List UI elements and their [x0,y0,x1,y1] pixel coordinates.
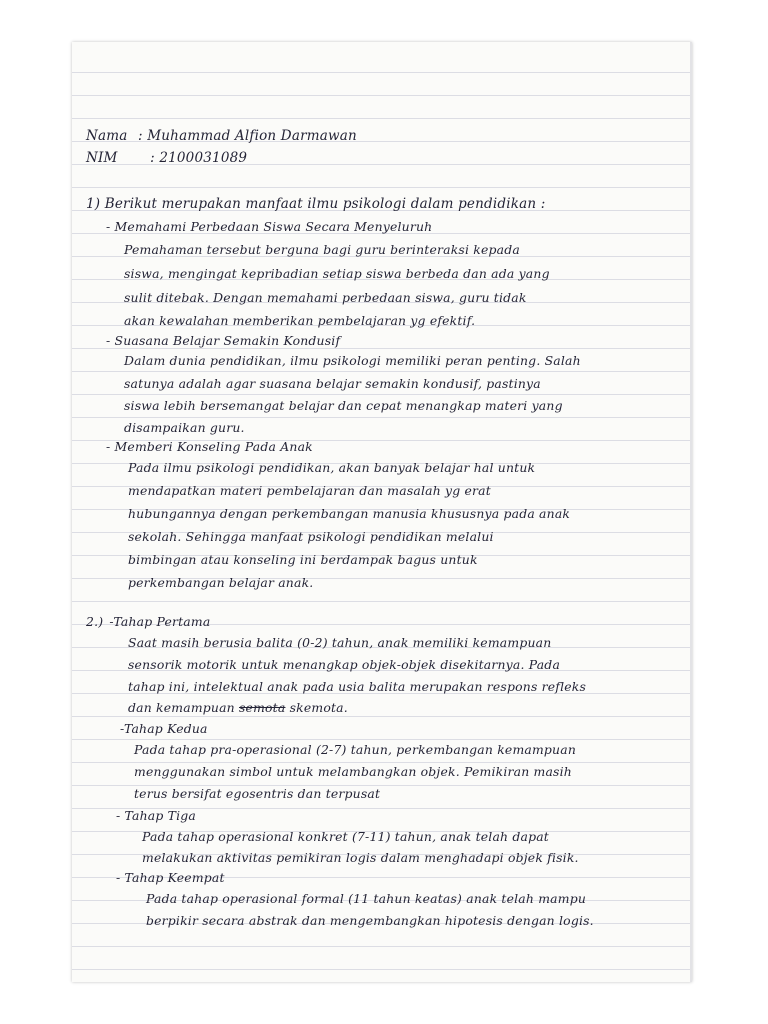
point-3-line: sekolah. Sehingga manfaat psikologi pendidikan melalui [128,529,494,544]
stage-4-line: Pada tahap operasional formal (11 tahun keatas) anak telah mampu [146,891,587,906]
point-1-line: sulit ditebak. Dengan memahami perbedaan siswa, guru tidak [124,290,527,305]
point-2-line: siswa lebih bersemangat belajar dan cepat menangkap materi yang [124,398,563,413]
struck-word: semota [238,700,286,715]
stage-2-line: menggunakan simbol untuk melambangkan objek. Pemikiran masih [134,764,572,779]
question-2-number: 2.) [86,614,104,629]
point-1-line: Pemahaman tersebut berguna bagi guru berinteraksi kepada [124,242,520,257]
stage-4-line: berpikir secara abstrak dan mengembangkan hipotesis dengan logis. [146,913,594,928]
nim-line [86,150,704,166]
point-3-line: mendapatkan materi pembelajaran dan masalah yg erat [128,483,491,498]
point-3-heading: - Memberi Konseling Pada Anak [106,439,313,454]
point-1-line: akan kewalahan memberikan pembelajaran yg efektif. [124,313,476,328]
point-1-line: siswa, mengingat kepribadian setiap siswa berbeda dan ada yang [124,266,550,281]
stage-2-line: Pada tahap pra-operasional (2-7) tahun, perkembangan kemampuan [134,742,577,757]
stage-3-heading: - Tahap Tiga [116,808,196,823]
name-line [86,128,704,144]
point-2-line: satunya adalah agar suasana belajar semakin kondusif, pastinya [124,376,541,391]
point-2-heading: - Suasana Belajar Semakin Kondusif [106,333,341,348]
stage-1-line: Saat masih berusia balita (0-2) tahun, anak memiliki kemampuan [128,635,552,650]
name-label: Nama [86,128,128,144]
stage-3-line: melakukan aktivitas pemikiran logis dalam menghadapi objek fisik. [142,850,579,865]
stage-1-line [128,700,746,715]
nim-label: NIM [86,150,118,166]
stage-1-line-start: dan kemampuan [128,700,239,715]
stage-2-heading: -Tahap Kedua [120,721,208,736]
stage-1-line: sensorik motorik untuk menangkap objek-objek disekitarnya. Pada [128,657,561,672]
point-3-line: hubungannya dengan perkembangan manusia khususnya pada anak [128,506,571,521]
point-3-line: perkembangan belajar anak. [128,575,314,590]
stage-2-line: terus bersifat egosentris dan terpusat [134,786,381,801]
notebook-page [72,42,692,982]
stage-1-heading [86,614,704,629]
stage-1-line: tahap ini, intelektual anak pada usia balita merupakan respons refleks [128,679,587,694]
point-3-line: Pada ilmu psikologi pendidikan, akan banyak belajar hal untuk [128,460,536,475]
stage-3-line: Pada tahap operasional konkret (7-11) tahun, anak telah dapat [142,829,549,844]
stage-1-line-end: skemota. [285,700,348,715]
point-2-line: Dalam dunia pendidikan, ilmu psikologi memiliki peran penting. Salah [124,353,581,368]
stage-1-title: -Tahap Pertama [109,614,211,629]
point-2-line: disampaikan guru. [124,420,245,435]
stage-4-heading: - Tahap Keempat [116,870,225,885]
point-3-line: bimbingan atau konseling ini berdampak bagus untuk [128,552,478,567]
name-value: : Muhammad Alfion Darmawan [138,128,357,144]
point-1-heading: - Memahami Perbedaan Siswa Secara Menyeluruh [106,219,433,234]
question-1-title: 1) Berikut merupakan manfaat ilmu psikologi dalam pendidikan : [86,196,546,212]
nim-value: : 2100031089 [150,150,248,166]
